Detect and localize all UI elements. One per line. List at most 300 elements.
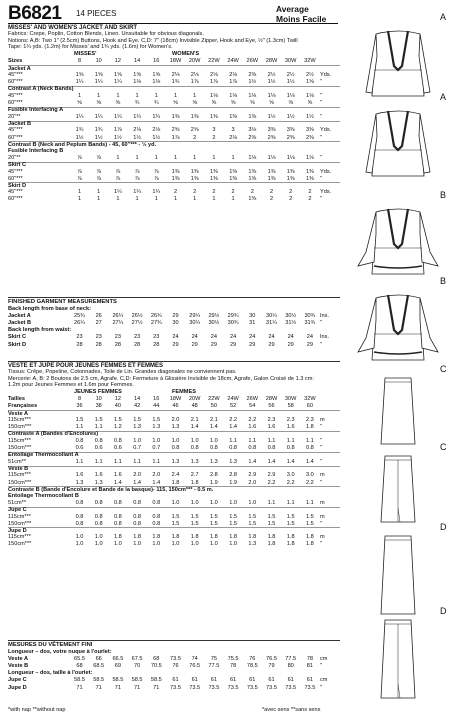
value-cell: 1⅛ (306, 154, 314, 161)
measure-cell: 29 (287, 341, 294, 348)
english-notions-2: Tape: 1¼ yds. (1.2m) for Misses' and 1¾ yds. (1.6m) for Women's. (8, 44, 173, 51)
sizes-label: Tailles (8, 395, 25, 402)
value-cell: 0.8 (152, 499, 161, 506)
value-cell: 1¼ (114, 79, 122, 86)
fabric-width-label: 45"*** (8, 189, 23, 196)
value-cell: 2 (193, 134, 197, 141)
value-cell: 1.1 (229, 437, 237, 444)
row-heading: Entoilage Thermocollant A (8, 452, 79, 459)
value-cell: 1⅝ (94, 72, 103, 79)
value-cell: 1⅜ (171, 113, 180, 120)
value-cell: 1.5 (229, 520, 237, 527)
fabric-width-label: 60"*** (8, 196, 23, 203)
measure-cell: 23 (153, 334, 160, 341)
value-cell: 2.9 (248, 472, 257, 479)
data-row (8, 127, 340, 134)
value-cell: 1.5 (190, 513, 199, 520)
value-cell: 1.6 (267, 424, 276, 431)
measure-cell: 24 (210, 334, 217, 341)
measure-row (8, 677, 340, 684)
value-cell: 1.8 (171, 534, 180, 541)
value-cell: 2 (289, 189, 293, 196)
value-cell: 2 (308, 189, 312, 196)
value-cell: 1.0 (171, 541, 180, 548)
value-cell: 0.8 (190, 445, 199, 451)
footer-nap-en: *with nap **without nap (8, 707, 66, 713)
value-cell: 1.1 (75, 458, 84, 465)
value-cell: 3⅜ (286, 127, 295, 134)
value-cell: 1¼ (94, 79, 103, 86)
finished-title: MESURES DU VÊTEMENT FINI (8, 642, 93, 648)
fabric-width-label: 115cm*** (8, 534, 31, 541)
value-cell: 2.3 (286, 417, 295, 424)
measure-cell: 24 (172, 334, 179, 341)
value-cell: 1.8 (286, 541, 295, 548)
fabric-width-label: 115cm*** (8, 472, 31, 479)
measure-cell: 23 (133, 334, 141, 341)
jacket-body-3 (372, 295, 424, 360)
unit-label: " (320, 341, 322, 348)
measure-cell: 81 (306, 663, 313, 670)
measure-cell: 30¾ (304, 313, 316, 320)
measure-cell: 67.5 (131, 656, 143, 663)
value-cell: 2⅜ (248, 134, 257, 141)
measure-cell: 61 (287, 677, 294, 684)
measure-cell: 31¾ (304, 320, 316, 327)
jacket-body-2 (372, 209, 424, 274)
value-cell: ⅞ (77, 154, 82, 161)
value-cell: 0.8 (75, 499, 84, 506)
garment-label: Skirt D (8, 341, 27, 348)
measure-row (8, 685, 340, 692)
data-row (8, 189, 340, 196)
value-cell: 3.0 (306, 472, 314, 479)
value-cell: 0.7 (133, 445, 141, 451)
flared-sleeve-left-2 (358, 212, 376, 266)
value-cell: 1⅞ (210, 79, 218, 86)
value-cell: ⅞ (96, 154, 102, 161)
value-cell: ⅝ (96, 100, 102, 106)
value-cell: 2⅛ (152, 127, 161, 134)
value-cell: 1.0 (75, 541, 84, 548)
value-cell: 1⅛ (248, 154, 257, 161)
fabric-width-label: 150cm*** (8, 424, 32, 431)
value-cell: 1.5 (210, 513, 218, 520)
measure-cell: 77.5 (285, 656, 297, 663)
row-heading: Skirt C (8, 161, 27, 168)
measure-cell: 30¼ (266, 313, 277, 320)
value-cell: 1¼ (133, 113, 141, 120)
fr-size-col-56: 56 (268, 402, 275, 409)
value-cell: 2 (212, 189, 216, 196)
fabric-width-label: 20"** (8, 154, 21, 161)
value-cell: 1⅞ (190, 79, 199, 86)
value-cell: 1.3 (94, 479, 103, 486)
measure-cell: 27 (95, 320, 102, 327)
value-cell: 1½ (75, 134, 84, 141)
garment-label: Veste B (8, 663, 29, 670)
value-cell: 1.3 (152, 424, 161, 431)
french-notions-1: Mercerie: A, B: 2 Boutons de 2.5 cm, Agrafe. C,D: Fermeture à Glissière Invisible de 18cm, Agrafe, Galon Croisé de 1.3 cm: (8, 375, 314, 382)
value-cell: 3⅜ (267, 127, 276, 134)
measure-cell: 73.5 (170, 656, 181, 663)
measure-cell: 78 (306, 656, 313, 663)
value-cell: 1⅜ (248, 175, 257, 182)
value-cell: 1⅝ (133, 72, 141, 79)
value-cell: 0.8 (229, 445, 237, 451)
measure-cell: 70 (133, 663, 141, 670)
value-cell: 1⅜ (229, 175, 237, 182)
measure-cell: 73.5 (227, 684, 239, 691)
measure-cell: 58.5 (112, 677, 124, 684)
value-cell: 1¼ (152, 189, 161, 196)
measure-cell: 73.5 (246, 684, 258, 691)
value-cell: 1.8 (267, 541, 276, 548)
value-cell: 1 (173, 92, 178, 99)
fabric-width-label: 60"*** (8, 134, 23, 141)
value-cell: 2.3 (306, 417, 314, 424)
fabric-width-label: 51cm** (8, 499, 27, 506)
unit-label: m (320, 513, 325, 520)
measure-cell: 76 (249, 656, 256, 663)
value-cell: 1 (77, 189, 82, 196)
measure-cell: 29¾ (227, 313, 239, 320)
value-cell: 1⅜ (267, 168, 276, 175)
value-cell: 1¾ (171, 79, 180, 86)
garment-label: Skirt C (8, 334, 27, 341)
value-cell: 1.1 (306, 437, 314, 444)
value-cell: 2 (173, 189, 178, 196)
data-row (8, 472, 340, 479)
value-cell: ¾ (153, 100, 159, 106)
value-cell: 2⅛ (190, 72, 199, 79)
value-cell: 1.5 (248, 520, 257, 527)
value-cell: 1.8 (248, 534, 257, 541)
value-cell: ¾ (134, 100, 140, 106)
value-cell: 2.2 (306, 479, 314, 486)
measure-cell: 80 (287, 663, 294, 670)
unit-label: m (320, 499, 325, 506)
value-cell: ⅞ (153, 175, 159, 182)
size-col-32w: 32W (304, 395, 316, 402)
size-col-14: 14 (133, 395, 141, 402)
size-col-28w: 28W (265, 395, 278, 402)
level-fr: Moins Facile (276, 13, 327, 24)
value-cell: 0.8 (114, 437, 122, 444)
value-cell: 0.8 (133, 513, 141, 520)
value-cell: 0.8 (171, 445, 180, 451)
value-cell: 1.1 (114, 458, 122, 465)
value-cell: 1.5 (229, 513, 237, 520)
value-cell: 0.7 (152, 445, 161, 451)
french-title: VESTE ET JUPE POUR JEUNES FEMMES ET FEMMES (8, 363, 164, 369)
value-cell: 2 (269, 196, 274, 203)
row-heading: Entoilage Thermocollant B (8, 493, 79, 500)
unit-label: " (320, 445, 322, 451)
value-cell: 1⅛ (210, 92, 218, 99)
measure-cell: 77.5 (208, 663, 220, 670)
measure-cell: 27½ (131, 320, 143, 327)
value-cell: 3⅛ (248, 127, 257, 134)
value-cell: 1.0 (133, 541, 141, 548)
unit-label: " (320, 424, 322, 431)
value-cell: 1.0 (210, 541, 218, 548)
value-cell: 1.3 (210, 458, 218, 465)
unit-label: Yds. (320, 168, 332, 175)
value-cell: 1.5 (133, 417, 141, 424)
measure-cell: 68.5 (93, 663, 105, 670)
english-finished-measurements (8, 299, 340, 359)
fabric-width-label: 45"*** (8, 72, 23, 79)
row-heading: Veste A (8, 410, 29, 417)
value-cell: 1 (173, 196, 178, 203)
measure-cell: 68 (76, 663, 83, 670)
value-cell: 1⅜ (248, 196, 257, 203)
value-cell: 1.8 (133, 534, 141, 541)
value-cell: 1.0 (210, 499, 218, 506)
value-cell: ⅝ (77, 100, 82, 106)
value-cell: 1¼ (75, 79, 84, 86)
value-cell: 1.0 (248, 499, 257, 506)
value-cell: 1.0 (210, 437, 218, 444)
fabric-width-label: 150cm*** (8, 479, 32, 486)
value-cell: 1.4 (267, 458, 276, 465)
value-cell: 1 (231, 154, 235, 161)
size-col-30w: 30W (284, 395, 297, 402)
measure-cell: 28 (153, 341, 160, 348)
value-cell: 1⅛ (306, 92, 314, 99)
measure-cell: 25¾ (74, 313, 85, 320)
value-cell: ⅝ (211, 100, 217, 106)
value-cell: 1 (77, 196, 82, 203)
value-cell: 1 (193, 196, 197, 203)
value-cell: 1.2 (114, 424, 122, 431)
value-cell: 2⅜ (306, 134, 314, 141)
size-col-30w: 30W (284, 57, 297, 64)
value-cell: 1⅜ (248, 113, 257, 120)
value-cell: 1.6 (114, 472, 122, 479)
fr-size-col-58: 58 (287, 402, 294, 409)
value-cell: 1.0 (229, 541, 237, 548)
data-row (8, 93, 340, 100)
value-cell: 2⅛ (133, 127, 141, 134)
value-cell: 1.0 (75, 534, 84, 541)
finished-title: FINISHED GARMENT MEASUREMENTS (8, 299, 117, 305)
value-cell: 1 (154, 92, 158, 99)
size-col-18w: 18W (169, 395, 182, 402)
size-col-14: 14 (133, 57, 141, 64)
value-cell: 1⅜ (210, 113, 218, 120)
value-cell: 1½ (267, 113, 276, 120)
value-cell: 1.8 (306, 541, 314, 548)
garment-label: Jacket A (8, 313, 31, 320)
french-fabrics: Tissus: Crêpe, Popeline, Cotonnades, Toile de Lin. Grandes diagonales ne conviennent pas. (8, 369, 237, 376)
measure-cell: 65.5 (74, 656, 85, 663)
size-col-10: 10 (95, 57, 102, 64)
unit-label: " (320, 520, 322, 527)
fr-size-col-48: 48 (191, 402, 198, 409)
measure-cell: 61 (268, 677, 275, 684)
measure-cell: 29 (191, 341, 198, 348)
english-title: MISSES' AND WOMEN'S JACKET AND SKIRT (8, 25, 138, 31)
measure-cell: 71 (95, 684, 102, 691)
measure-cell: 78 (229, 663, 237, 670)
value-cell: 1.3 (248, 541, 257, 548)
measure-cell: 71 (153, 684, 160, 691)
measure-cell: 23 (95, 334, 102, 341)
unit-label: " (320, 79, 322, 86)
value-cell: 1.8 (210, 534, 218, 541)
value-cell: 0.8 (210, 445, 218, 451)
value-cell: ⅝ (307, 100, 313, 106)
value-cell: 2.7 (190, 472, 199, 479)
value-cell: 1.0 (190, 437, 199, 444)
value-cell: 2.4 (171, 472, 180, 479)
value-cell: 0.8 (133, 520, 141, 527)
measure-cell: 30 (172, 320, 179, 327)
size-col-22w: 22W (208, 57, 220, 64)
fr-size-col-42: 42 (133, 402, 141, 409)
value-cell: 1¼ (114, 189, 122, 196)
data-row (8, 438, 340, 445)
size-col-22w: 22W (208, 395, 220, 402)
value-cell: 1.6 (75, 472, 84, 479)
fabric-width-label: 150cm*** (8, 520, 32, 527)
garment-label: Jupe C (8, 677, 27, 684)
english-fabrics: Fabrics: Crepe, Poplin, Cotton Blends, Linen. Unsuitable for obvious diagonals. (8, 31, 204, 38)
measure-cell: 76.5 (266, 656, 277, 663)
view-letter-b: B (440, 276, 447, 286)
value-cell: 0.6 (114, 445, 122, 451)
size-col-28w: 28W (265, 57, 278, 64)
value-cell: 0.8 (114, 499, 122, 506)
data-row (8, 534, 340, 541)
skirt-shape-4 (381, 378, 415, 444)
value-cell: 1 (116, 154, 120, 161)
measure-cell: 29 (172, 313, 179, 320)
value-cell: 1.1 (267, 437, 276, 444)
value-cell: 0.8 (75, 513, 84, 520)
value-cell: 0.8 (133, 499, 141, 506)
measure-cell: 29 (210, 341, 217, 348)
measure-cell: 24 (268, 334, 275, 341)
size-col-26w: 26W (246, 395, 259, 402)
value-cell: 1⅜ (267, 175, 276, 182)
measure-cell: 61 (191, 677, 198, 684)
value-cell: 1.4 (229, 424, 237, 431)
view-letter-d: D (440, 522, 447, 532)
value-cell: 3⅜ (306, 127, 314, 134)
unit-label: m (320, 534, 325, 541)
value-cell: 2 (193, 189, 197, 196)
fr-size-col-50: 50 (210, 402, 217, 409)
measure-cell: 66 (95, 656, 102, 663)
flared-sleeve-right-3 (420, 298, 438, 352)
value-cell: 1 (77, 92, 82, 99)
measure-cell: 27¾ (150, 320, 162, 327)
fabric-width-label: 115cm*** (8, 417, 31, 424)
value-cell: 0.8 (286, 445, 295, 451)
measure-cell: 26½ (131, 313, 143, 320)
value-cell: 1.5 (171, 513, 180, 520)
value-cell: 1½ (133, 134, 141, 141)
value-cell: 1.0 (171, 437, 180, 444)
value-cell: 1.5 (94, 417, 103, 424)
size-col-12: 12 (114, 57, 121, 64)
value-cell: 1 (193, 92, 197, 99)
value-cell: 1⅜ (306, 175, 314, 182)
fr-size-col-36: 36 (76, 402, 83, 409)
english-yardage-table (8, 51, 340, 296)
value-cell: 1.3 (171, 458, 180, 465)
value-cell: ⅞ (153, 168, 159, 175)
value-cell: 2.8 (210, 472, 218, 479)
view-letter-a: A (440, 92, 447, 102)
measure-heading-row (8, 649, 340, 656)
value-cell: 1.0 (152, 541, 161, 548)
value-cell: 1.1 (94, 424, 103, 431)
value-cell: 1⅜ (229, 113, 237, 120)
measure-cell: 76 (172, 663, 179, 670)
value-cell: 0.8 (94, 513, 103, 520)
value-cell: 1.1 (152, 458, 161, 465)
unit-label: " (320, 684, 322, 691)
value-cell: 1½ (286, 113, 295, 120)
value-cell: 1.5 (190, 520, 199, 527)
measure-cell: 29 (172, 341, 179, 348)
value-cell: ⅝ (269, 100, 274, 106)
value-cell: 1⅜ (210, 168, 218, 175)
measure-cell: 75 (210, 656, 217, 663)
value-cell: 1.4 (190, 424, 199, 431)
value-cell: 1½ (152, 134, 161, 141)
value-cell: 2⅜ (248, 72, 257, 79)
view-letter-c: C (440, 364, 447, 374)
value-cell: 1⅛ (248, 92, 257, 99)
data-row (8, 514, 340, 521)
unit-label: " (320, 100, 322, 106)
value-cell: ⅝ (230, 100, 236, 106)
fr-size-col-38: 38 (95, 402, 102, 409)
english-intro (8, 25, 340, 51)
value-cell: 2 (308, 196, 312, 203)
value-cell: ⅞ (77, 168, 82, 175)
value-cell: 1⅞ (171, 134, 180, 141)
value-cell: 2.3 (267, 417, 276, 424)
value-cell: 1.5 (152, 417, 161, 424)
value-cell: 1.0 (94, 534, 103, 541)
value-cell: 2.2 (267, 479, 276, 486)
value-cell: 1.0 (171, 499, 180, 506)
value-cell: 1⅜ (171, 168, 180, 175)
measure-cell: 31½ (285, 320, 297, 327)
value-cell: 1 (135, 92, 139, 99)
fabric-width-label: 115cm*** (8, 513, 31, 520)
value-cell: ⅝ (192, 100, 198, 106)
size-col-26w: 26W (246, 57, 259, 64)
fr-size-col-60: 60 (306, 402, 313, 409)
data-row (8, 541, 340, 548)
value-cell: 1.5 (286, 520, 295, 527)
garment-label: Jacket B (8, 320, 32, 327)
value-cell: 2⅛ (210, 72, 218, 79)
value-cell: 2 (250, 189, 254, 196)
measure-heading-label: Back length from base of neck: (8, 306, 91, 312)
value-cell: 3.0 (286, 472, 295, 479)
measure-cell: 29½ (208, 313, 220, 320)
value-cell: 1.1 (286, 499, 295, 506)
unit-label: Yds. (320, 189, 332, 196)
